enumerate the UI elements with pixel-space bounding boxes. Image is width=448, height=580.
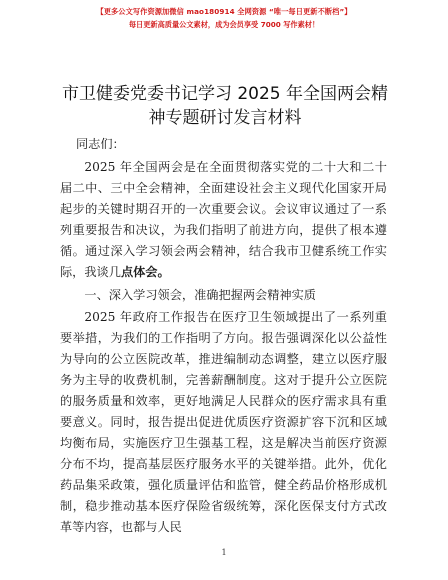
paragraph-1 bbox=[60, 157, 387, 283]
document-title: 市卫健委党委书记学习 2025 年全国两会精神专题研讨发言材料 bbox=[61, 84, 389, 128]
section-heading-1-text: 一、深入学习领会，准确把握两会精神实质 bbox=[84, 288, 316, 302]
section-heading-1 bbox=[60, 285, 387, 306]
paragraph-2 bbox=[60, 307, 387, 538]
promo-banner bbox=[0, 6, 448, 31]
paragraph-1-text: 2025 年全国两会是在全面贯彻落实党的二十大和二十届二中、三中全会精神，全面建设社会主义现代化国家开局起步的关键时期召开的一次重要会议。会议审议通过了一系列重要报告和决议，为我们指明了前进方向，提供了根本遵循。通过深入学习领会两会精神，结合我市卫健系统工作实际，我谈几 bbox=[60, 160, 387, 279]
paragraph-1-bold-text: 点体会。 bbox=[120, 265, 170, 279]
greeting: 同志们： bbox=[76, 137, 125, 151]
promo-banner-line1: 【更多公文写作资源加微信 mao180914 全网资源 “唯一每日更新不断档”】 bbox=[96, 7, 352, 16]
promo-banner-line2: 每日更新高质量公文素材，成为会员享受 7000 写作素材！ bbox=[128, 20, 320, 29]
paragraph-2-text: 2025 年政府工作报告在医疗卫生领域提出了一系列重要举措，为我们的工作指明了方向。报告强调深化以公益性为导向的公立医院改革，推进编制动态调整，建立以医疗服务为主导的收费机制，完善薪酬制度。这对于提升公立医院的服务质量和效率，更好地满足人民群众的医疗需求具有重要意义。同时，报告提出促进优质医疗资源扩容下沉和区域均衡布局，实施医疗卫生强基工程，这是解决当前医疗资源分布不均，提高基层医疗服务水平的关键举措。此外，优化药品集采政策，强化质量评估和监管，健全药品价格形成机制，稳步推动基本医疗保险省级统筹，深化医保支付方式改革等内容，也都与人民 bbox=[60, 310, 387, 534]
page-number: 1 bbox=[221, 548, 227, 557]
